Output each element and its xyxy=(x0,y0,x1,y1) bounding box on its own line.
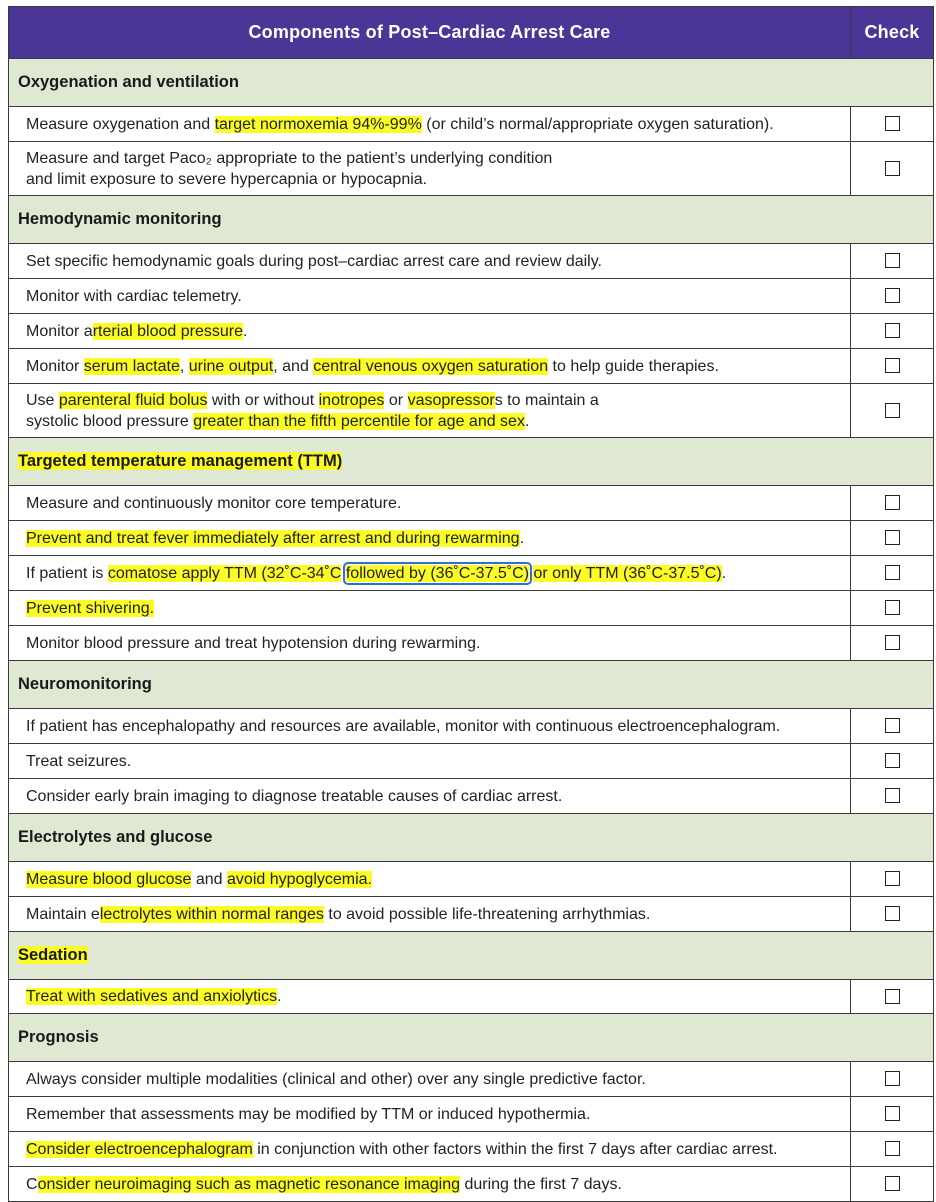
check-cell xyxy=(851,384,934,438)
section-title: Electrolytes and glucose xyxy=(18,828,213,846)
checklist-row xyxy=(9,709,934,744)
section-title: Neuromonitoring xyxy=(18,675,152,693)
item-text-segment: , xyxy=(179,357,189,375)
check-cell xyxy=(851,349,934,384)
checklist-row xyxy=(9,1097,934,1132)
item-text xyxy=(9,744,851,779)
checklist-row xyxy=(9,1062,934,1097)
checkbox[interactable] xyxy=(885,600,900,615)
section-header-row xyxy=(9,59,934,107)
check-cell xyxy=(851,1167,934,1202)
checklist-row xyxy=(9,897,934,932)
item-text-segment: to avoid possible life-threatening arrhythmias. xyxy=(323,905,651,923)
highlighted-text: target normoxemia 94%-99% xyxy=(214,115,422,133)
highlighted-text: Measure blood glucose xyxy=(26,870,192,888)
item-text xyxy=(9,279,851,314)
item-text-segment: Use xyxy=(26,391,59,409)
item-text xyxy=(9,521,851,556)
item-text-segment: with or without xyxy=(207,391,319,409)
item-text-segment: Consider early brain imaging to diagnose treatable causes of cardiac arrest. xyxy=(26,787,563,805)
section-header-row xyxy=(9,1014,934,1062)
check-cell xyxy=(851,744,934,779)
item-text-segment: Monitor blood pressure and treat hypotension during rewarming. xyxy=(26,634,481,652)
item-text-segment: , and xyxy=(273,357,314,375)
highlighted-text: inotropes xyxy=(318,391,385,409)
checklist-row xyxy=(9,279,934,314)
checkbox[interactable] xyxy=(885,253,900,268)
check-cell xyxy=(851,314,934,349)
check-cell xyxy=(851,556,934,591)
item-text xyxy=(9,486,851,521)
item-text-segment: Set specific hemodynamic goals during post–cardiac arrest care and review daily. xyxy=(26,252,602,270)
item-text-segment: systolic blood pressure xyxy=(26,412,194,430)
checkbox[interactable] xyxy=(885,495,900,510)
highlighted-text: Consider electroencephalogram xyxy=(26,1140,253,1158)
section-header xyxy=(9,59,934,107)
item-text-segment: s to maintain a xyxy=(494,391,599,409)
check-cell xyxy=(851,107,934,142)
item-text xyxy=(9,107,851,142)
check-cell xyxy=(851,521,934,556)
highlighted-text: vasopressor xyxy=(407,391,495,409)
highlighted-text: central venous oxygen saturation xyxy=(313,357,549,375)
checklist-row xyxy=(9,862,934,897)
item-text-segment: in conjunction with other factors within the first 7 days after cardiac arrest. xyxy=(252,1140,778,1158)
table-header-row xyxy=(9,7,934,59)
section-header xyxy=(9,1014,934,1062)
section-header-row xyxy=(9,196,934,244)
item-text xyxy=(9,384,851,438)
highlighted-text: Treat with sedatives and anxiolytics xyxy=(26,988,278,1005)
checkbox[interactable] xyxy=(885,1176,900,1191)
checkbox[interactable] xyxy=(885,1071,900,1086)
highlighted-text: Prevent shivering. xyxy=(26,599,155,617)
item-text xyxy=(9,142,851,196)
item-text-segment: Monitor xyxy=(26,357,84,375)
check-cell xyxy=(851,486,934,521)
section-title: Sedation xyxy=(18,946,88,964)
checkbox[interactable] xyxy=(885,718,900,733)
check-cell xyxy=(851,279,934,314)
item-text xyxy=(9,779,851,814)
section-title: Oxygenation and ventilation xyxy=(18,73,239,91)
item-text-segment: Measure and target Paco₂ appropriate to the patient’s underlying condition xyxy=(26,149,553,167)
checkbox[interactable] xyxy=(885,906,900,921)
check-cell xyxy=(851,897,934,932)
highlighted-text: avoid hypoglycemia. xyxy=(227,870,372,888)
highlighted-text: greater than the fifth percentile for age and sex xyxy=(193,412,525,430)
check-cell xyxy=(851,779,934,814)
item-text-segment: Monitor a xyxy=(26,322,93,340)
item-text-segment: and xyxy=(191,870,228,888)
checklist-row xyxy=(9,626,934,661)
checkbox[interactable] xyxy=(885,635,900,650)
check-cell xyxy=(851,244,934,279)
checkbox[interactable] xyxy=(885,871,900,886)
table-title: Components of Post–Cardiac Arrest Care xyxy=(9,7,851,59)
item-text-segment: . xyxy=(519,529,525,547)
section-header xyxy=(9,438,934,486)
checklist-row xyxy=(9,744,934,779)
checklist-row xyxy=(9,556,934,591)
checkbox[interactable] xyxy=(885,358,900,373)
highlighted-text: rterial blood pressure xyxy=(92,322,243,340)
item-text xyxy=(9,897,851,932)
item-text xyxy=(9,591,851,626)
checklist-row xyxy=(9,349,934,384)
item-text-segment: If patient has encephalopathy and resources are available, monitor with continuous electroencephalogram. xyxy=(26,717,781,735)
check-cell xyxy=(851,142,934,196)
checkbox[interactable] xyxy=(885,788,900,803)
item-text-segment: C xyxy=(26,1175,38,1193)
item-text xyxy=(9,980,851,1014)
checkbox[interactable] xyxy=(885,116,900,131)
section-header-row xyxy=(9,438,934,486)
checklist-row xyxy=(9,142,934,196)
item-text xyxy=(9,1062,851,1097)
check-column-header: Check xyxy=(851,7,934,59)
item-text xyxy=(9,1097,851,1132)
item-text xyxy=(9,556,851,591)
boxed-highlighted-text: followed by (36˚C-37.5˚C) xyxy=(345,564,530,582)
checklist-row xyxy=(9,1167,934,1202)
section-title: Prognosis xyxy=(18,1028,99,1046)
item-text-segment: during the first 7 days. xyxy=(460,1175,622,1193)
check-cell xyxy=(851,1132,934,1167)
item-text-segment: Monitor with cardiac telemetry. xyxy=(26,287,242,305)
highlighted-text: or only TTM (36˚C-37.5˚C) xyxy=(533,564,722,582)
highlighted-text: lectrolytes within normal ranges xyxy=(99,905,324,923)
check-cell xyxy=(851,1097,934,1132)
section-header-row xyxy=(9,814,934,862)
item-text xyxy=(9,1167,851,1202)
check-cell xyxy=(851,626,934,661)
check-cell xyxy=(851,1062,934,1097)
checklist-row xyxy=(9,314,934,349)
checkbox[interactable] xyxy=(885,989,900,1004)
item-text xyxy=(9,244,851,279)
item-text-segment: . xyxy=(721,564,727,582)
highlighted-text: urine output xyxy=(188,357,274,375)
checkbox[interactable] xyxy=(885,1106,900,1121)
item-text-segment: If patient is xyxy=(26,564,108,582)
item-text xyxy=(9,349,851,384)
section-header xyxy=(9,661,934,709)
checkbox[interactable] xyxy=(885,403,900,418)
item-text xyxy=(9,862,851,897)
checklist-row xyxy=(9,107,934,142)
item-text xyxy=(9,1132,851,1167)
checkbox[interactable] xyxy=(885,1141,900,1156)
checkbox[interactable] xyxy=(885,288,900,303)
item-text-segment: Remember that assessments may be modified by TTM or induced hypothermia. xyxy=(26,1105,591,1123)
item-text-segment: to help guide therapies. xyxy=(548,357,719,375)
section-title: Hemodynamic monitoring xyxy=(18,210,222,228)
checklist-row xyxy=(9,779,934,814)
section-header-row xyxy=(9,661,934,709)
item-text-segment: Always consider multiple modalities (clinical and other) over any single predictive factor. xyxy=(26,1070,646,1088)
section-header-row xyxy=(9,932,934,980)
checkbox[interactable] xyxy=(885,753,900,768)
section-header xyxy=(9,932,934,980)
item-text-segment: Measure oxygenation and xyxy=(26,115,215,133)
check-cell xyxy=(851,862,934,897)
checkbox[interactable] xyxy=(885,161,900,176)
checkbox[interactable] xyxy=(885,530,900,545)
item-text xyxy=(9,314,851,349)
section-header xyxy=(9,814,934,862)
checklist-row xyxy=(9,591,934,626)
item-text-segment: . xyxy=(524,412,530,430)
item-text-segment: . xyxy=(277,988,282,1005)
check-cell xyxy=(851,591,934,626)
item-text-segment: and limit exposure to severe hypercapnia or hypocapnia. xyxy=(26,170,428,188)
highlighted-text: Prevent and treat fever immediately after arrest and during rewarming xyxy=(26,529,520,547)
item-text-segment: (or child’s normal/appropriate oxygen saturation). xyxy=(421,115,774,133)
checkbox[interactable] xyxy=(885,323,900,338)
post-cardiac-arrest-checklist xyxy=(8,6,934,1202)
highlighted-text: serum lactate xyxy=(83,357,180,375)
item-text xyxy=(9,709,851,744)
item-text-segment: . xyxy=(243,322,248,340)
check-cell xyxy=(851,980,934,1014)
checklist-row xyxy=(9,521,934,556)
item-text xyxy=(9,626,851,661)
checklist-row xyxy=(9,486,934,521)
item-text-segment: or xyxy=(384,391,408,409)
item-text-segment: Maintain e xyxy=(26,905,100,923)
checklist-row xyxy=(9,244,934,279)
highlighted-text: onsider neuroimaging such as magnetic resonance imaging xyxy=(37,1175,461,1193)
check-cell xyxy=(851,709,934,744)
checklist-body xyxy=(9,59,934,1202)
section-title: Targeted temperature management (TTM) xyxy=(18,452,343,470)
highlighted-text: comatose apply TTM (32˚C-34˚C xyxy=(107,564,342,582)
highlighted-text: parenteral fluid bolus xyxy=(58,391,208,409)
checklist-row xyxy=(9,1132,934,1167)
item-text-segment: Measure and continuously monitor core temperature. xyxy=(26,494,402,512)
section-header xyxy=(9,196,934,244)
checkbox[interactable] xyxy=(885,565,900,580)
checklist-row xyxy=(9,980,934,1014)
item-text-segment: Treat seizures. xyxy=(26,752,132,770)
checklist-row xyxy=(9,384,934,438)
